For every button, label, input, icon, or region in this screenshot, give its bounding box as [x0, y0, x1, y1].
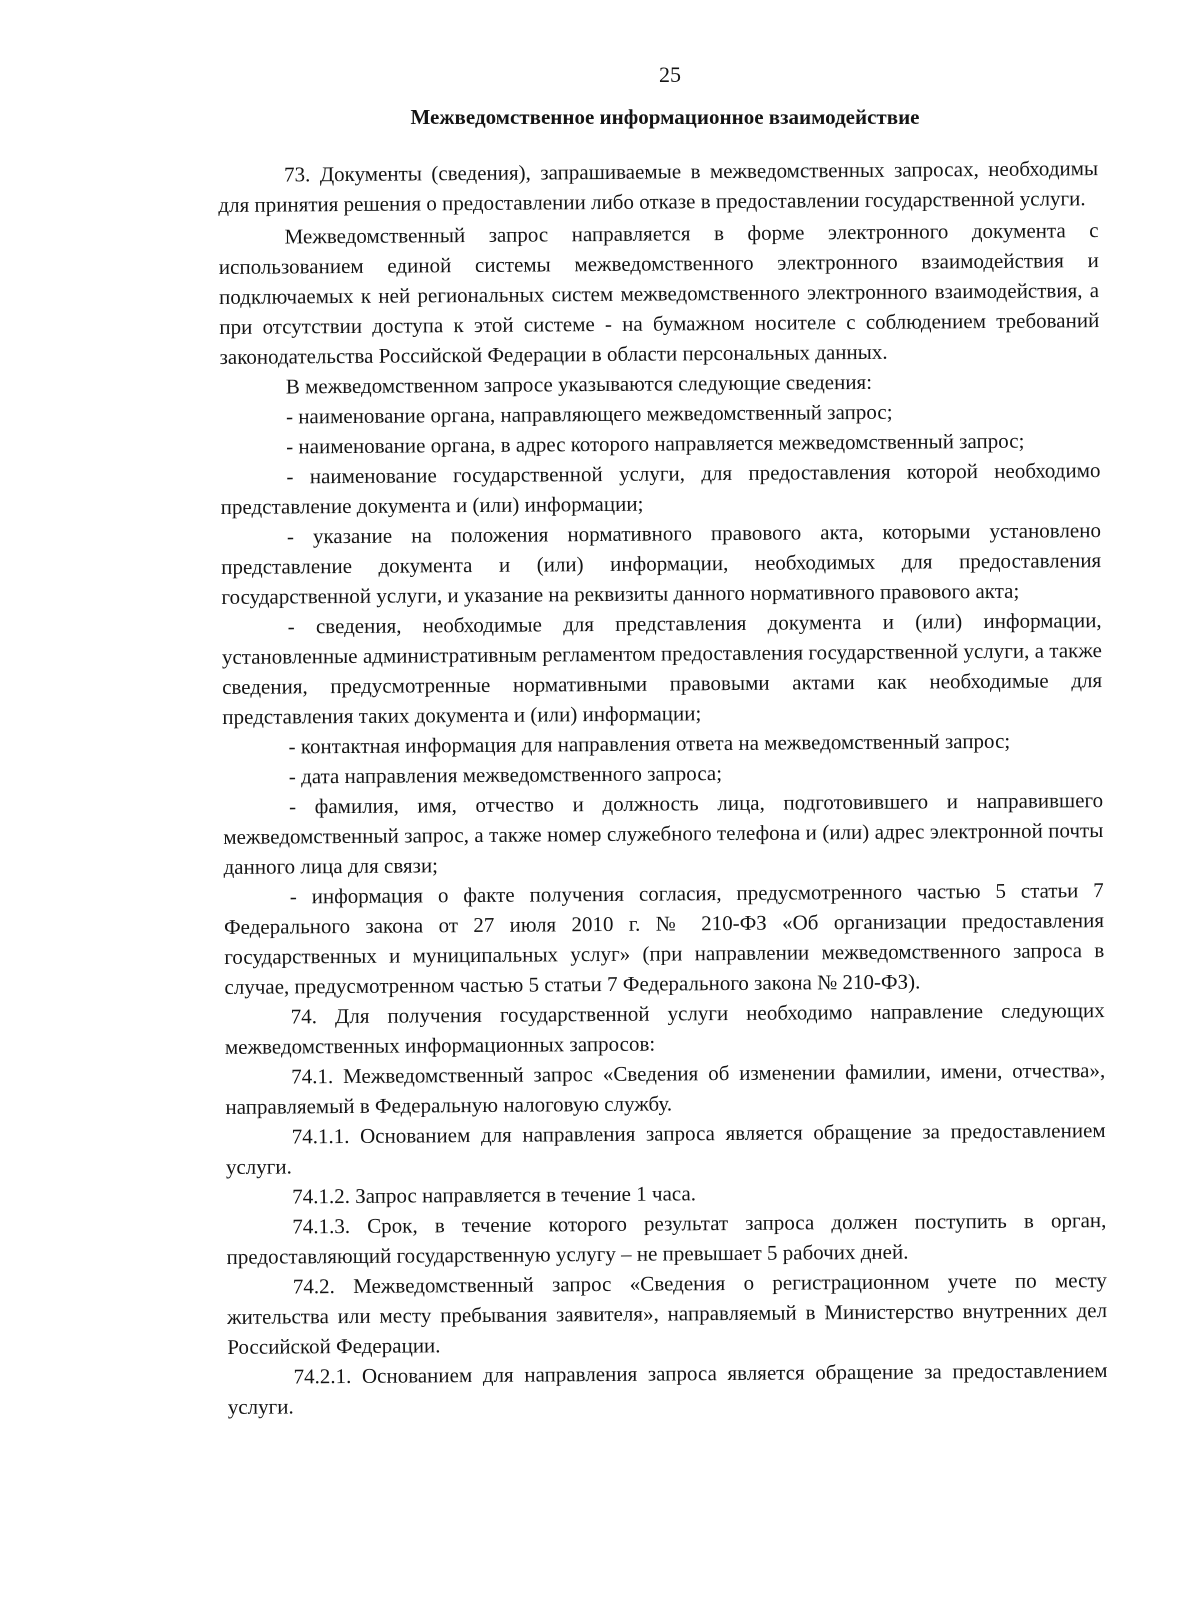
list-item: - дата направления межведомственного запроса;: [288, 761, 723, 789]
list-item: - сведения, необходимые для представления документа и (или) информации, установленные административным регламентом предоставления государственной услуги, а также сведения, предусмотренные нормативными правовыми актами как необходимые для представления таких документа и (или) информации;: [221, 608, 1103, 729]
paragraph-74-1-2: 74.1.2. Запрос направляется в течение 1 часа.: [292, 1181, 697, 1209]
paragraph-74-1-1: 74.1.1. Основанием для направления запроса является обращение за предоставлением услуги.: [225, 1118, 1106, 1179]
list-item: - фамилия, имя, отчество и должность лица, подготовившего и направившего межведомственный запрос, а также номер служебного телефона и (или) адрес электронной почты данного лица для связи;: [223, 788, 1104, 879]
paragraph-request-form: Межведомственный запрос направляется в форме электронного документа с использованием единой системы межведомственного электронного взаимодействия и подключаемых к ней региональных систем межведомственного электронного взаимодействия, а при отсутствии доступа к этой системе - на бумажном носителе с соблюдением требований законодательства Российской Федерации в области персональных данных.: [218, 218, 1100, 369]
section-title: Межведомственное информационное взаимодействие: [410, 105, 920, 129]
document-body: [218, 153, 1108, 1422]
list-item: - наименование органа, в адрес которого направляется межведомственный запрос;: [286, 428, 1025, 459]
paragraph-73: 73. Документы (сведения), запрашиваемые в межведомственных запросах, необходимы для принятия решения о предоставлении либо отказе в предоставлении государственной услуги.: [218, 156, 1099, 217]
list-item: - информация о факте получения согласия, предусмотренного частью 5 статьи 7 Федерального закона от 27 июля 2010 г. № 210-ФЗ «Об организации предоставления государственных и муниципальных услуг» (при направлении межведомственного запроса в случае, предусмотренном частью 5 статьи 7 Федерального закона № 210-ФЗ).: [223, 878, 1105, 999]
list-item: - наименование органа, направляющего межведомственный запрос;: [285, 399, 893, 429]
page-number: 25: [659, 62, 681, 87]
paragraph-74-2: 74.2. Межведомственный запрос «Сведения о регистрационном учете по месту жительства или месту пребывания заявителя», направляемый в Министерство внутренних дел Российской Федерации.: [226, 1268, 1108, 1359]
paragraph-74-1: 74.1. Межведомственный запрос «Сведения об изменении фамилии, имени, отчества», направляемый в Федеральную налоговую службу.: [225, 1058, 1106, 1119]
list-item: - контактная информация для направления ответа на межведомственный запрос;: [288, 728, 1011, 759]
paragraph-74: 74. Для получения государственной услуги необходимо направление следующих межведомственных информационных запросов:: [224, 998, 1105, 1059]
paragraph-74-2-1: 74.2.1. Основанием для направления запроса является обращение за предоставлением услуги.: [227, 1358, 1108, 1419]
list-item: - наименование государственной услуги, для предоставления которой необходимо представление документа и (или) информации;: [220, 458, 1101, 519]
paragraph-request-fields-intro: В межведомственном запросе указываются следующие сведения:: [285, 369, 873, 399]
list-item: - указание на положения нормативного правового акта, которыми установлено представление документа и (или) информации, необходимых для предоставления государственной услуги, и указание на реквизиты данного нормативного правового акта;: [221, 518, 1102, 609]
paragraph-74-1-3: 74.1.3. Срок, в течение которого результат запроса должен поступить в орган, предоставляющий государственную услугу – не превышает 5 рабочих дней.: [226, 1208, 1107, 1269]
